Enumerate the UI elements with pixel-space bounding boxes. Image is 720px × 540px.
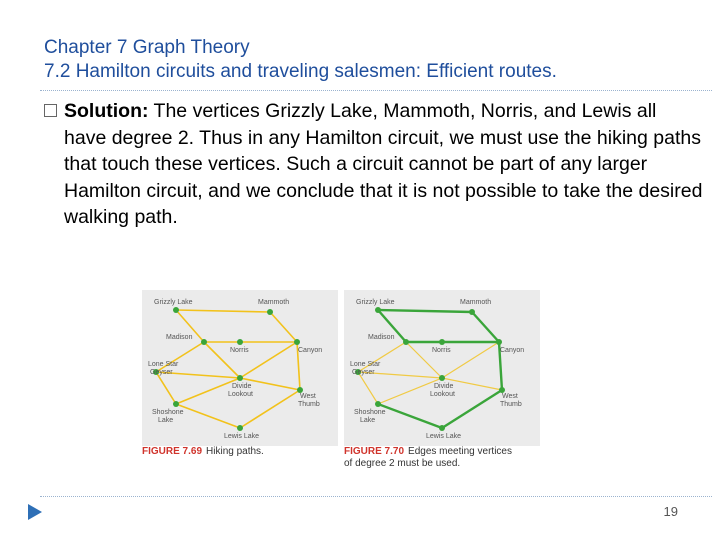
degree-two-edges-graph — [344, 290, 540, 446]
label-west-1-r: West — [502, 393, 518, 400]
label-shoshone-2: Lake — [158, 417, 174, 424]
figure-770-number: FIGURE 7.70 — [344, 446, 405, 457]
slide-title — [44, 36, 557, 84]
label-mammoth-r: Mammoth — [460, 299, 492, 306]
label-shoshone-1: Shoshone — [152, 409, 184, 416]
label-divide-2: Lookout — [228, 391, 253, 398]
label-lonestar-2-r: Geyser — [352, 369, 375, 376]
bullet-box-icon — [44, 104, 57, 117]
label-lonestar-2: Geyser — [150, 369, 173, 376]
label-lewis: Lewis Lake — [224, 433, 260, 440]
solution-label: Solution: — [64, 100, 149, 122]
footer-divider — [40, 496, 712, 497]
figure-769-text: Hiking paths. — [206, 446, 264, 457]
figure-769-number: FIGURE 7.69 — [142, 446, 203, 457]
label-norris: Norris — [230, 347, 249, 354]
section-title: 7.2 Hamilton circuits and traveling salesmen: Efficient routes. — [44, 61, 557, 82]
label-west-2-r: Thumb — [500, 401, 522, 408]
solution-bullet — [44, 98, 704, 231]
figure-770-caption — [344, 446, 512, 470]
label-norris-r: Norris — [432, 347, 451, 354]
label-canyon-r: Canyon — [500, 347, 525, 354]
label-madison-r: Madison — [368, 334, 395, 341]
label-madison: Madison — [166, 334, 193, 341]
next-arrow-icon[interactable] — [28, 504, 42, 520]
label-divide-2-r: Lookout — [430, 391, 455, 398]
figure-770-text-2: of degree 2 must be used. — [344, 458, 461, 469]
hiking-paths-graph — [142, 290, 338, 446]
figure-769-caption — [142, 446, 264, 458]
label-divide-1: Divide — [232, 383, 252, 390]
label-lewis-r: Lewis Lake — [426, 433, 462, 440]
label-grizzly-r: Grizzly Lake — [356, 299, 395, 306]
label-canyon: Canyon — [298, 347, 323, 354]
degree-two-edges-map — [344, 290, 540, 446]
label-west-2: Thumb — [298, 401, 320, 408]
label-west-1: West — [300, 393, 316, 400]
label-grizzly: Grizzly Lake — [154, 299, 193, 306]
solution-text: The vertices Grizzly Lake, Mammoth, Norris, and Lewis all have degree 2. Thus in any Hamilton circuit, we must use the hiking paths that touch these vertices. Such a circuit cannot be part of any larger Hamilton circuit, and we conclude that it is not possible to take the desired walking path. — [64, 100, 703, 228]
solution-paragraph — [64, 98, 704, 231]
label-divide-1-r: Divide — [434, 383, 454, 390]
figure-hiking-paths — [142, 270, 550, 470]
label-shoshone-1-r: Shoshone — [354, 409, 386, 416]
figure-770-text-1: Edges meeting vertices — [408, 446, 512, 457]
label-lonestar-1: Lone Star — [148, 361, 179, 368]
hiking-paths-map — [142, 290, 338, 446]
chapter-title: Chapter 7 Graph Theory — [44, 37, 250, 58]
label-mammoth: Mammoth — [258, 299, 290, 306]
page-number: 19 — [663, 504, 678, 519]
label-lonestar-1-r: Lone Star — [350, 361, 381, 368]
label-shoshone-2-r: Lake — [360, 417, 376, 424]
title-divider — [40, 90, 712, 91]
